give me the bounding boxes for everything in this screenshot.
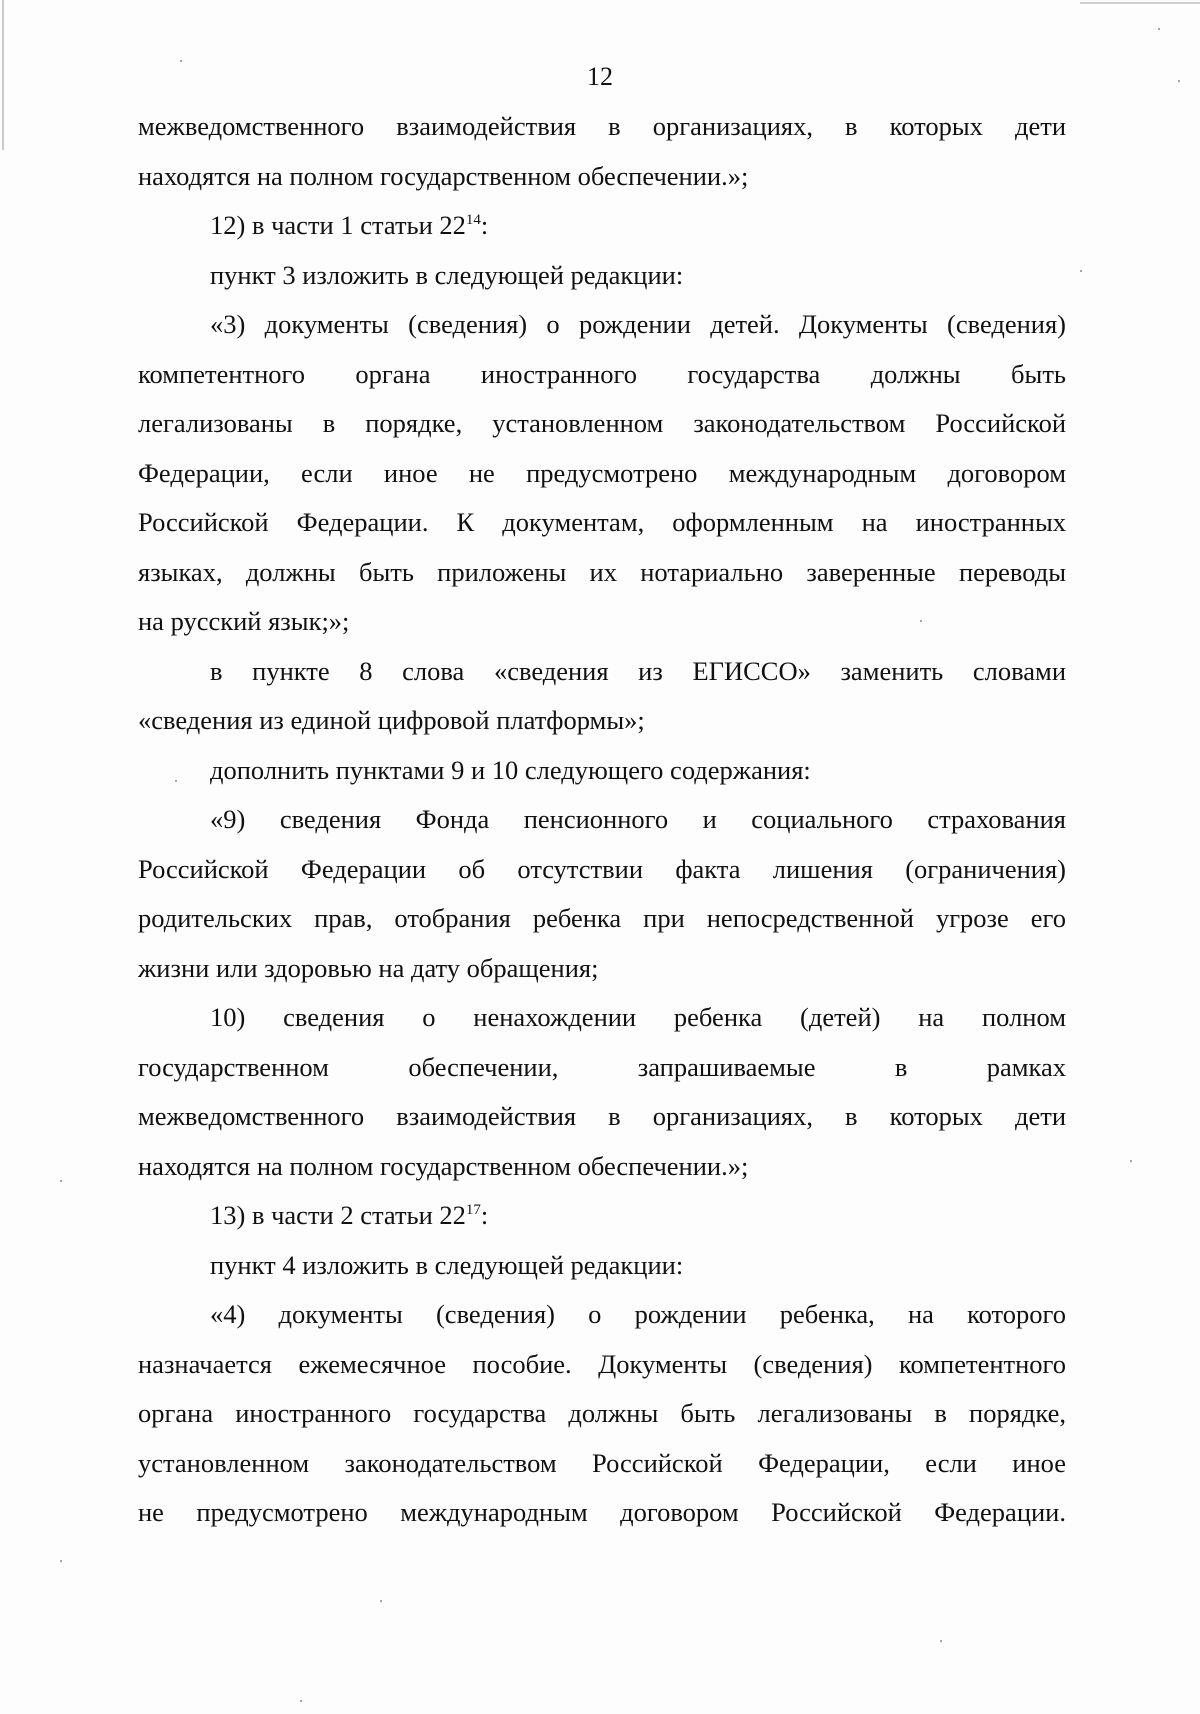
text-span: : <box>480 210 489 240</box>
text-line: Российской Федерации об отсутствии факта лишения (ограничения) <box>138 853 1066 884</box>
text-line: находятся на полном государственном обеспечении.»; <box>138 160 749 191</box>
scan-speck <box>1158 28 1160 30</box>
text-line: пункт 3 изложить в следующей редакции: <box>210 259 684 290</box>
text-line: установленном законодательством Российской Федерации, если иное <box>138 1447 1066 1478</box>
scan-speck <box>1178 80 1180 82</box>
text-line: в пункте 8 слова «сведения из ЕГИССО» заменить словами <box>210 655 1066 686</box>
text-line: компетентного органа иностранного государства должны быть <box>138 358 1066 389</box>
text-line: жизни или здоровью на дату обращения; <box>138 952 599 983</box>
scan-speck <box>180 60 182 62</box>
text-line: пункт 4 изложить в следующей редакции: <box>210 1249 684 1280</box>
text-line: 10) сведения о ненахождении ребенка (детей) на полном <box>210 1002 1066 1032</box>
scan-speck <box>60 1180 62 1182</box>
page-number: 12 <box>587 62 613 91</box>
document-body <box>138 102 1066 1538</box>
superscript: 17 <box>465 1202 481 1219</box>
text-span: 12) в части 1 статьи 22 <box>210 210 466 240</box>
text-line: дополнить пунктами 9 и 10 следующего содержания: <box>210 754 811 785</box>
text-line: не предусмотрено международным договором Российской Федерации. <box>138 1497 1066 1527</box>
text-line: органа иностранного государства должны быть легализованы в порядке, <box>138 1398 1066 1428</box>
text-line: родительских прав, отобрания ребенка при непосредственной угрозе его <box>138 903 1066 933</box>
amendment-item-13 <box>138 1191 1066 1241</box>
scan-speck <box>1080 270 1082 272</box>
text-line: Российской Федерации. К документам, оформленным на иностранных <box>138 507 1066 537</box>
scan-speck <box>175 780 177 782</box>
text-line: «сведения из единой цифровой платформы»; <box>138 705 645 735</box>
text-line: государственном обеспечении, запрашиваемые в рамках <box>138 1051 1066 1082</box>
text-span: 13) в части 2 статьи 22 <box>210 1200 466 1230</box>
text-line: легализованы в порядке, установленном законодательством Российской <box>138 408 1066 438</box>
scan-speck <box>940 1640 942 1642</box>
text-line: назначается ежемесячное пособие. Документы (сведения) компетентного <box>138 1348 1066 1379</box>
scan-speck <box>60 1560 62 1562</box>
text-line: языках, должны быть приложены их нотариально заверенные переводы <box>138 556 1066 587</box>
text-line: находятся на полном государственном обеспечении.»; <box>138 1150 749 1181</box>
text-line: Федерации, если иное не предусмотрено международным договором <box>138 457 1066 488</box>
text-line: межведомственного взаимодействия в организациях, в которых дети <box>138 1101 1066 1131</box>
text-span: : <box>480 1200 489 1230</box>
text-line: «3) документы (сведения) о рождении детей. Документы (сведения) <box>210 309 1066 339</box>
text-line: межведомственного взаимодействия в организациях, в которых дети <box>138 111 1066 141</box>
amendment-item-12 <box>138 201 1066 251</box>
text-line: на русский язык;»; <box>138 606 350 636</box>
scan-speck <box>300 1700 302 1702</box>
scan-speck <box>380 1600 382 1602</box>
superscript: 14 <box>465 212 481 229</box>
scan-speck <box>920 620 922 622</box>
text-line: «9) сведения Фонда пенсионного и социального страхования <box>210 804 1066 834</box>
text-line: «4) документы (сведения) о рождении ребенка, на которого <box>210 1299 1066 1329</box>
scan-edge-top <box>1080 2 1200 4</box>
scan-speck <box>1130 1160 1132 1162</box>
